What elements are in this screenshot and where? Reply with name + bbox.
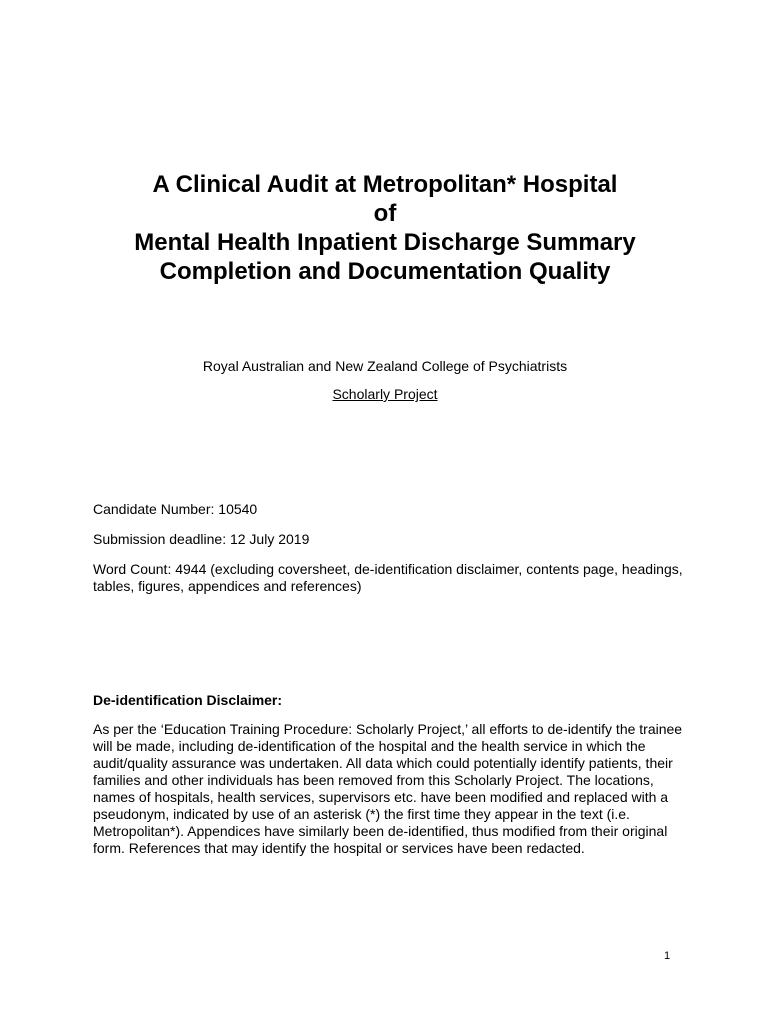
document-title: [60, 170, 710, 286]
project-type: Scholarly Project: [332, 386, 438, 402]
title-line-3: Mental Health Inpatient Discharge Summary: [134, 229, 636, 256]
title-line-4: Completion and Documentation Quality: [159, 258, 611, 285]
disclaimer-body: As per the ‘Education Training Procedure: Scholarly Project,’ all efforts to de-identify the trainee will be made, including de-identification of the hospital and the health service in which the audit/quality assurance was undertaken. All data which could potentially identify patients, their families and other individuals has been removed from this Scholarly Project. The locations, names of hospitals, health services, supervisors etc. have been modified and replaced with a pseudonym, indicated by use of an asterisk (*) the first time they appear in the text (i.e. Metropolitan*). Appendices have similarly been de-identified, thus modified from their original form. References that may identify the hospital or services have been redacted.: [93, 721, 683, 856]
word-count: Word Count: 4944 (excluding coversheet, de-identification disclaimer, contents page, headings, tables, figures, appendices and references): [93, 561, 683, 594]
page-number: 1: [664, 950, 671, 962]
disclaimer-heading: De-identification Disclaimer:: [93, 692, 283, 708]
submission-deadline: Submission deadline: 12 July 2019: [93, 531, 310, 547]
title-line-1: A Clinical Audit at Metropolitan* Hospital: [152, 171, 618, 198]
candidate-number: Candidate Number: 10540: [93, 501, 258, 517]
college-name: Royal Australian and New Zealand College of Psychiatrists: [202, 358, 568, 374]
title-line-2: of: [373, 200, 397, 227]
